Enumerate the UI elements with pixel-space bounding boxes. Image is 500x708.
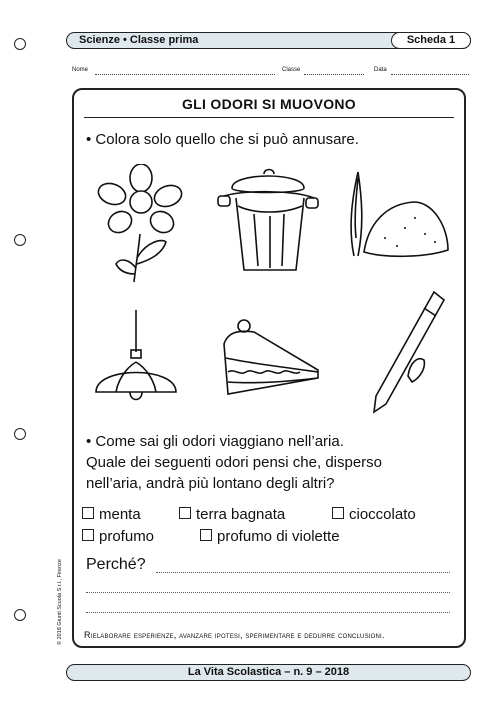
binder-hole bbox=[14, 38, 26, 50]
cake-slice-icon[interactable] bbox=[214, 314, 324, 404]
option-profumo-di-violette[interactable]: profumo di violette bbox=[200, 528, 340, 546]
checkbox[interactable] bbox=[179, 507, 191, 519]
learning-objective: Rielaborare esperienze, avanzare ipotesi, sperimentare e dedurre conclusioni. bbox=[84, 630, 385, 640]
answer-line[interactable] bbox=[86, 592, 450, 593]
question-2-line-3: nell’aria, andrà più lontano degli altri? bbox=[86, 475, 335, 492]
name-field[interactable] bbox=[95, 74, 275, 75]
option-profumo[interactable]: profumo bbox=[82, 528, 154, 546]
question-1: • Colora solo quello che si può annusare. bbox=[86, 131, 359, 148]
question-2-line-1: • Come sai gli odori viaggiano nell’aria. bbox=[86, 433, 344, 450]
header-bar bbox=[66, 32, 471, 49]
why-label: Perché? bbox=[86, 556, 146, 573]
binder-hole bbox=[14, 428, 26, 440]
checkbox[interactable] bbox=[82, 529, 94, 541]
checkbox[interactable] bbox=[332, 507, 344, 519]
option-cioccolato[interactable]: cioccolato bbox=[332, 506, 416, 524]
name-label: Nome bbox=[72, 67, 89, 73]
binder-hole bbox=[14, 609, 26, 621]
title-divider bbox=[84, 117, 454, 118]
checkbox[interactable] bbox=[82, 507, 94, 519]
trash-can-icon[interactable] bbox=[214, 166, 324, 276]
date-label: Data bbox=[374, 67, 387, 73]
worksheet-frame bbox=[72, 88, 466, 648]
leaf-stone-icon[interactable] bbox=[344, 168, 454, 268]
class-field[interactable] bbox=[304, 74, 364, 75]
flower-icon[interactable] bbox=[96, 164, 186, 284]
copyright-credit: © 2018 Giunti Scuola S.r.l., Firenze bbox=[57, 559, 63, 645]
answer-line[interactable] bbox=[86, 612, 450, 613]
option-terra-bagnata[interactable]: terra bagnata bbox=[179, 506, 285, 524]
pen-icon[interactable] bbox=[364, 286, 454, 416]
footer-bar: La Vita Scolastica – n. 9 – 2018 bbox=[66, 664, 471, 681]
sheet-number: Scheda 1 bbox=[391, 32, 471, 49]
subject-label: Scienze • Classe prima bbox=[79, 34, 199, 46]
class-label: Classe bbox=[282, 67, 301, 73]
date-field[interactable] bbox=[391, 74, 469, 75]
option-menta[interactable]: menta bbox=[82, 506, 141, 524]
question-2-line-2: Quale dei seguenti odori pensi che, disperso bbox=[86, 454, 383, 471]
worksheet-title: GLI ODORI SI MUOVONO bbox=[181, 96, 356, 112]
lamp-icon[interactable] bbox=[86, 306, 186, 406]
answer-line[interactable] bbox=[156, 572, 450, 573]
binder-hole bbox=[14, 234, 26, 246]
checkbox[interactable] bbox=[200, 529, 212, 541]
